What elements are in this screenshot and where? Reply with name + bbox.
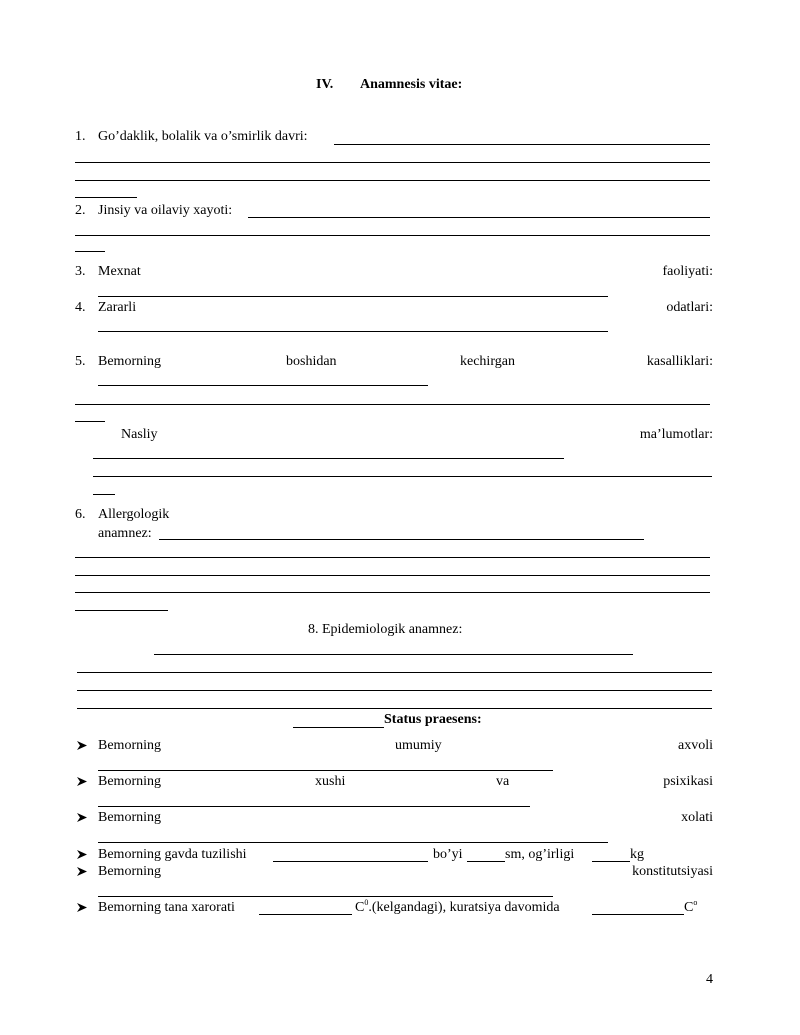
bullet-2-word: va: [496, 774, 510, 789]
item-6-word: Allergologik: [98, 507, 170, 522]
bullet-2-word: xushi: [315, 774, 346, 789]
bullet-1-word: Bemorning: [98, 738, 161, 753]
item-2-number: 2.: [75, 203, 86, 218]
fill-line[interactable]: [77, 690, 712, 691]
item-2-label: Jinsiy va oilaviy xayoti:: [98, 203, 233, 218]
item-4-number: 4.: [75, 300, 86, 315]
fill-line[interactable]: [467, 861, 505, 862]
fill-line[interactable]: [98, 385, 428, 386]
fill-line[interactable]: [259, 914, 352, 915]
fill-line[interactable]: [77, 672, 712, 673]
fill-line[interactable]: [98, 806, 530, 807]
item-8-label: 8. Epidemiologik anamnez:: [308, 622, 463, 637]
item-5-word: kechirgan: [460, 354, 515, 369]
fill-line[interactable]: [273, 861, 428, 862]
fill-line[interactable]: [98, 842, 608, 843]
item-3-word: faoliyati:: [662, 264, 713, 279]
arrow-bullet-icon: [76, 902, 88, 913]
bullet-5-word: konstitutsiyasi: [632, 864, 713, 879]
fill-line[interactable]: [98, 770, 553, 771]
page-number: 4: [706, 972, 713, 987]
fill-line[interactable]: [75, 180, 710, 181]
item-6-word: anamnez:: [98, 526, 152, 541]
item-4-word: odatlari:: [666, 300, 713, 315]
fill-line[interactable]: [75, 197, 137, 198]
fill-line[interactable]: [75, 251, 105, 252]
arrow-bullet-icon: [76, 812, 88, 823]
bullet-6-text: [355, 900, 560, 916]
bullet-4-text: kg: [630, 847, 644, 862]
arrow-bullet-icon: [76, 776, 88, 787]
fill-line[interactable]: [75, 421, 105, 422]
fill-line[interactable]: [75, 592, 710, 593]
degree-sup: 0: [364, 898, 369, 907]
heredity-word: Nasliy: [121, 427, 158, 442]
fill-line[interactable]: [98, 296, 608, 297]
fill-line[interactable]: [75, 610, 168, 611]
item-3-word: Mexnat: [98, 264, 141, 279]
arrow-bullet-icon: [76, 740, 88, 751]
bullet-1-word: umumiy: [395, 738, 442, 753]
fill-line[interactable]: [93, 458, 564, 459]
item-1-number: 1.: [75, 129, 86, 144]
fill-line[interactable]: [293, 727, 384, 728]
fill-line[interactable]: [75, 575, 710, 576]
status-title: Status praesens:: [384, 712, 482, 727]
item-3-number: 3.: [75, 264, 86, 279]
arrow-bullet-icon: [76, 849, 88, 860]
fill-line[interactable]: [75, 557, 710, 558]
item-6-number: 6.: [75, 507, 86, 522]
item-1-label: Go’daklik, bolalik va o’smirlik davri:: [98, 129, 308, 144]
fill-line[interactable]: [592, 861, 630, 862]
fill-line[interactable]: [159, 539, 644, 540]
section-title: Anamnesis vitae:: [360, 77, 463, 92]
fill-line[interactable]: [75, 162, 710, 163]
item-5-word: boshidan: [286, 354, 337, 369]
bullet-5-word: Bemorning: [98, 864, 161, 879]
temp-unit: C: [355, 900, 365, 915]
bullet-6-text: [684, 900, 697, 916]
bullet-3-word: xolati: [681, 810, 713, 825]
fill-line[interactable]: [154, 654, 633, 655]
bullet-3-word: Bemorning: [98, 810, 161, 825]
fill-line[interactable]: [98, 331, 608, 332]
bullet-6-text: Bemorning tana xarorati: [98, 900, 235, 915]
bullet-6-middle: .(kelgandagi), kuratsiya davomida: [368, 900, 560, 915]
fill-line[interactable]: [77, 708, 712, 709]
item-5-word: kasalliklari:: [646, 354, 713, 369]
bullet-4-text: sm, og’irligi: [505, 847, 575, 862]
temp-unit: C: [684, 900, 694, 915]
bullet-4-text: bo’yi: [433, 847, 463, 862]
bullet-4-text: Bemorning gavda tuzilishi: [98, 847, 247, 862]
fill-line[interactable]: [98, 896, 553, 897]
fill-line[interactable]: [592, 914, 684, 915]
item-5-word: Bemorning: [98, 354, 161, 369]
bullet-1-word: axvoli: [678, 738, 713, 753]
degree-sup: o: [693, 898, 698, 907]
item-5-number: 5.: [75, 354, 86, 369]
fill-line[interactable]: [75, 404, 710, 405]
fill-line[interactable]: [248, 217, 710, 218]
item-4-word: Zararli: [98, 300, 137, 315]
fill-line[interactable]: [75, 235, 710, 236]
fill-line[interactable]: [93, 476, 712, 477]
fill-line[interactable]: [334, 144, 710, 145]
fill-line[interactable]: [93, 494, 115, 495]
arrow-bullet-icon: [76, 866, 88, 877]
bullet-2-word: Bemorning: [98, 774, 161, 789]
bullet-2-word: psixikasi: [663, 774, 713, 789]
section-number: IV.: [316, 77, 334, 92]
heredity-word: ma’lumotlar:: [639, 427, 713, 442]
